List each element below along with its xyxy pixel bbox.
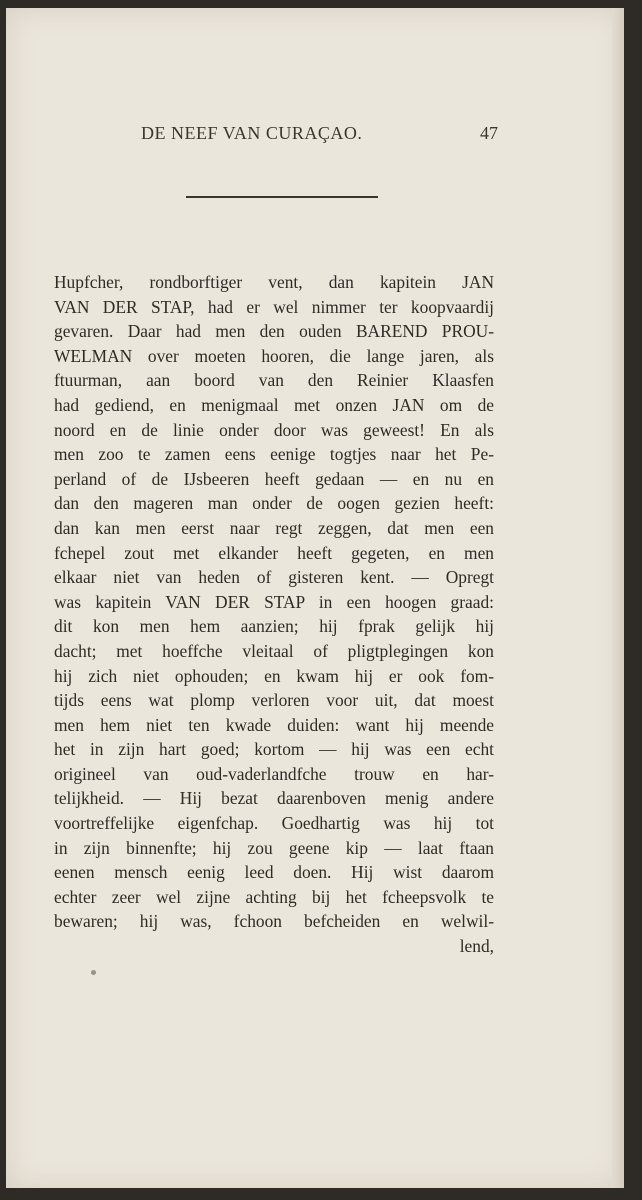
text-line: was kapitein VAN DER STAP in een hoogen graad: — [54, 591, 494, 612]
text-line: echter zeer wel zijne achting bij het fcheepsvolk te — [54, 886, 494, 907]
text-line: men zoo te zamen eens eenige togtjes naar het Pe- — [54, 444, 494, 465]
running-title: DE NEEF VAN CURAÇAO. — [141, 123, 363, 143]
body-text — [54, 270, 494, 959]
text-line: VAN DER STAP, had er wel nimmer ter koopvaardij — [54, 296, 494, 317]
text-line: had gediend, en menigmaal met onzen JAN om de — [54, 394, 494, 415]
text-line: Hupfcher, rondborftiger vent, dan kapitein JAN — [54, 272, 494, 292]
book-page — [6, 8, 624, 1188]
text-line: eenen mensch eenig leed doen. Hij wist daarom — [54, 862, 494, 883]
ink-spot — [91, 970, 96, 975]
text-line: hij zich niet ophouden; en kwam hij er ook fom- — [54, 665, 494, 686]
text-line: WELMAN over moeten hooren, die lange jaren, als — [54, 345, 494, 366]
catchword: lend, — [459, 936, 494, 957]
text-line: noord en de linie onder door was geweest! En als — [54, 419, 494, 440]
text-line: bewaren; hij was, fchoon befcheiden en welwil- — [54, 911, 494, 932]
text-line: in zijn binnenfte; hij zou geene kip — laat ftaan — [54, 837, 494, 858]
text-line: tijds eens wat plomp verloren voor uit, dat moest — [54, 690, 494, 711]
text-line: dit kon men hem aanzien; hij fprak gelijk hij — [54, 616, 494, 637]
page-number: 47 — [480, 123, 498, 143]
page-header — [6, 123, 624, 153]
text-line: gevaren. Daar had men den ouden BAREND PROU- — [54, 321, 494, 342]
text-line: origineel van oud-vaderlandfche trouw en har- — [54, 763, 494, 784]
text-line: ftuurman, aan boord van den Reinier Klaasfen — [54, 370, 494, 391]
header-rule — [186, 196, 378, 198]
text-line: telijkheid. — Hij bezat daarenboven menig andere — [54, 788, 494, 809]
text-line: dan den mageren man onder de oogen gezien heeft: — [54, 493, 494, 514]
text-line: voortreffelijke eigenfchap. Goedhartig was hij tot — [54, 813, 494, 834]
text-line: men hem niet ten kwade duiden: want hij meende — [54, 714, 494, 735]
text-line: dan kan men eerst naar regt zeggen, dat men een — [54, 517, 494, 538]
text-line: fchepel zout met elkander heeft gegeten, en men — [54, 542, 494, 563]
text-line: perland of de IJsbeeren heeft gedaan — en nu en — [54, 468, 494, 489]
text-line: het in zijn hart goed; kortom — hij was een echt — [54, 739, 494, 760]
text-line: elkaar niet van heden of gisteren kent. — Opregt — [54, 567, 494, 588]
text-line: dacht; met hoeffche vleitaal of pligtplegingen kon — [54, 640, 494, 661]
page-edge — [612, 8, 624, 1188]
